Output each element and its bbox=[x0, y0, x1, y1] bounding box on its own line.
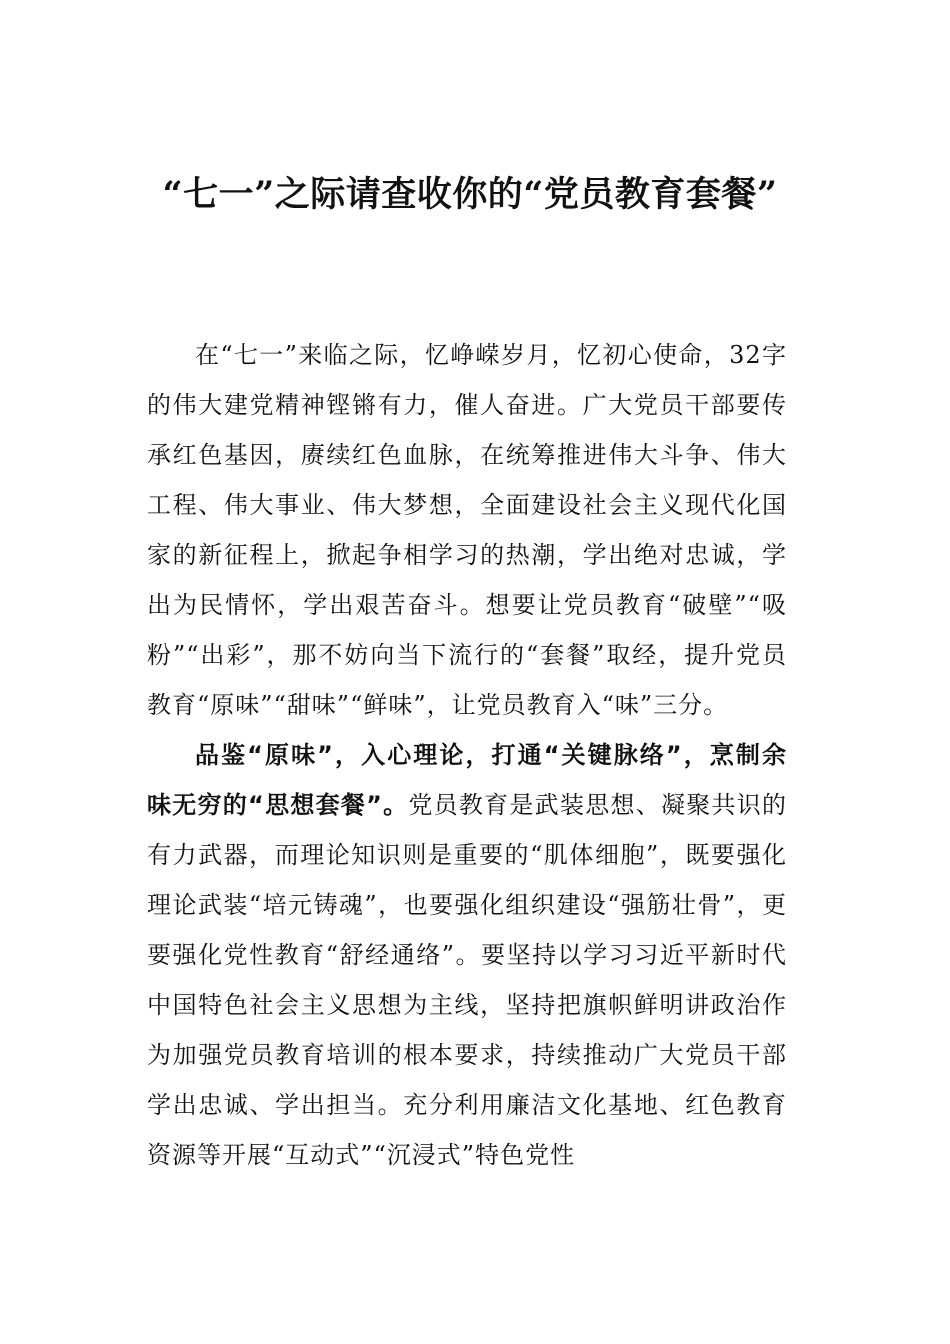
document-title: “七一”之际请查收你的“党员教育套餐” bbox=[162, 174, 778, 215]
paragraph-text: 在“七一”来临之际，忆峥嵘岁月，忆初心使命，32字的伟大建党精神铿锵有力，催人奋进。广大党员干部要传承红色基因，赓续红色血脉，在统筹推进伟大斗争、伟大工程、伟大事业、伟大梦想，全面建设社会主义现代化国家的新征程上，掀起争相学习的热潮，学出绝对忠诚，学出为民情怀，学出艰苦奋斗。想要让党员教育“破壁”“吸粉”“出彩”，那不妨向当下流行的“套餐”取经，提升党员教育“原味”“甜味”“鲜味”，让党员教育入“味”三分。 bbox=[147, 341, 787, 719]
paragraph-original-taste bbox=[147, 730, 787, 1180]
document-body bbox=[147, 330, 787, 1180]
paragraph-text: 党员教育是武装思想、凝聚共识的有力武器，而理论知识则是重要的“肌体细胞”，既要强化理论武装“培元铸魂”，也要强化组织建设“强筋壮骨”，更要强化党性教育“舒经通络”。要坚持以学习习近平新时代中国特色社会主义思想为主线，坚持把旗帜鲜明讲政治作为加强党员教育培训的根本要求，持续推动广大党员干部学出忠诚、学出担当。充分利用廉洁文化基地、红色教育资源等开展“互动式”“沉浸式”特色党性 bbox=[147, 791, 788, 1169]
paragraph-intro bbox=[147, 330, 787, 730]
paragraph-lead-heading: 品鉴“原味”，入心理论，打通“关键脉络”，烹制余味无穷的“思想套餐”。 bbox=[147, 741, 787, 819]
